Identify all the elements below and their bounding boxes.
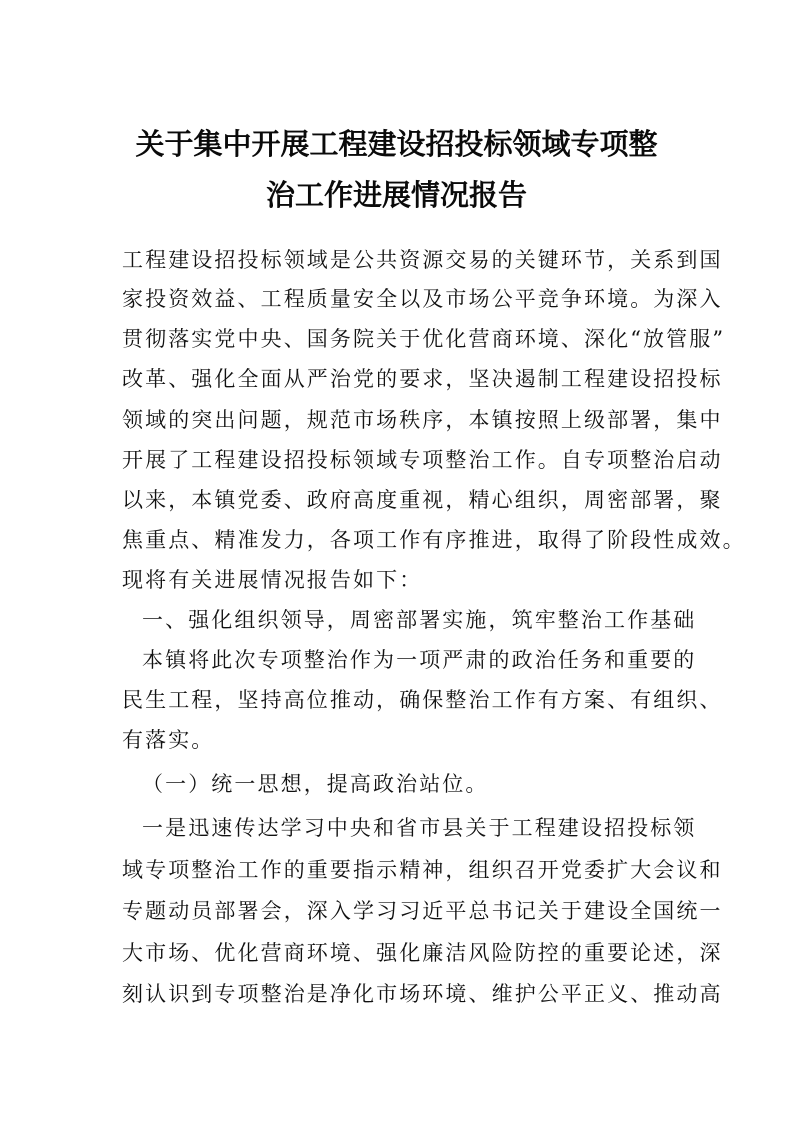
document-title-line-1: 关于集中开展工程建设招投标领域专项整 [135, 127, 658, 161]
body-line-6: 开展了工程建设招投标领域专项整治工作。自专项整治启动 [122, 448, 723, 472]
body-line-13: 有落实。 [122, 728, 215, 752]
section-heading-1: 一、强化组织领导，周密部署实施，筑牢整治工作基础 [142, 608, 697, 632]
body-line-8: 焦重点、精准发力，各项工作有序推进，取得了阶段性成效。 [122, 528, 746, 552]
body-line-1: 工程建设招投标领域是公共资源交易的关键环节，关系到国 [122, 248, 723, 272]
body-line-11: 本镇将此次专项整治作为一项严肃的政治任务和重要的 [142, 648, 697, 672]
subsection-heading-1: （一）统一思想，提高政治站位。 [142, 772, 489, 796]
body-line-5: 领域的突出问题，规范市场秩序，本镇按照上级部署，集中 [122, 408, 723, 432]
body-line-12: 民生工程，坚持高位推动，确保整治工作有方案、有组织、 [122, 688, 723, 712]
document-title-line-2: 治工作进展情况报告 [265, 178, 527, 212]
body-line-18: 大市场、优化营商环境、强化廉洁风险防控的重要论述，深 [122, 941, 723, 965]
body-line-16: 域专项整治工作的重要指示精神，组织召开党委扩大会议和 [122, 858, 723, 882]
body-line-19: 刻认识到专项整治是净化市场环境、维护公平正义、推动高 [122, 982, 723, 1006]
body-line-9: 现将有关进展情况报告如下： [122, 568, 423, 592]
body-line-17: 专题动员部署会，深入学习习近平总书记关于建设全国统一 [122, 899, 723, 923]
body-line-7: 以来，本镇党委、政府高度重视，精心组织，周密部署，聚 [122, 488, 723, 512]
body-line-2: 家投资效益、工程质量安全以及市场公平竞争环境。为深入 [122, 287, 723, 311]
body-line-4: 改革、强化全面从严治党的要求，坚决遏制工程建设招投标 [122, 367, 723, 391]
body-line-3: 贯彻落实党中央、国务院关于优化营商环境、深化“放管服” [122, 327, 726, 351]
body-line-15: 一是迅速传达学习中央和省市县关于工程建设招投标领 [142, 816, 697, 840]
